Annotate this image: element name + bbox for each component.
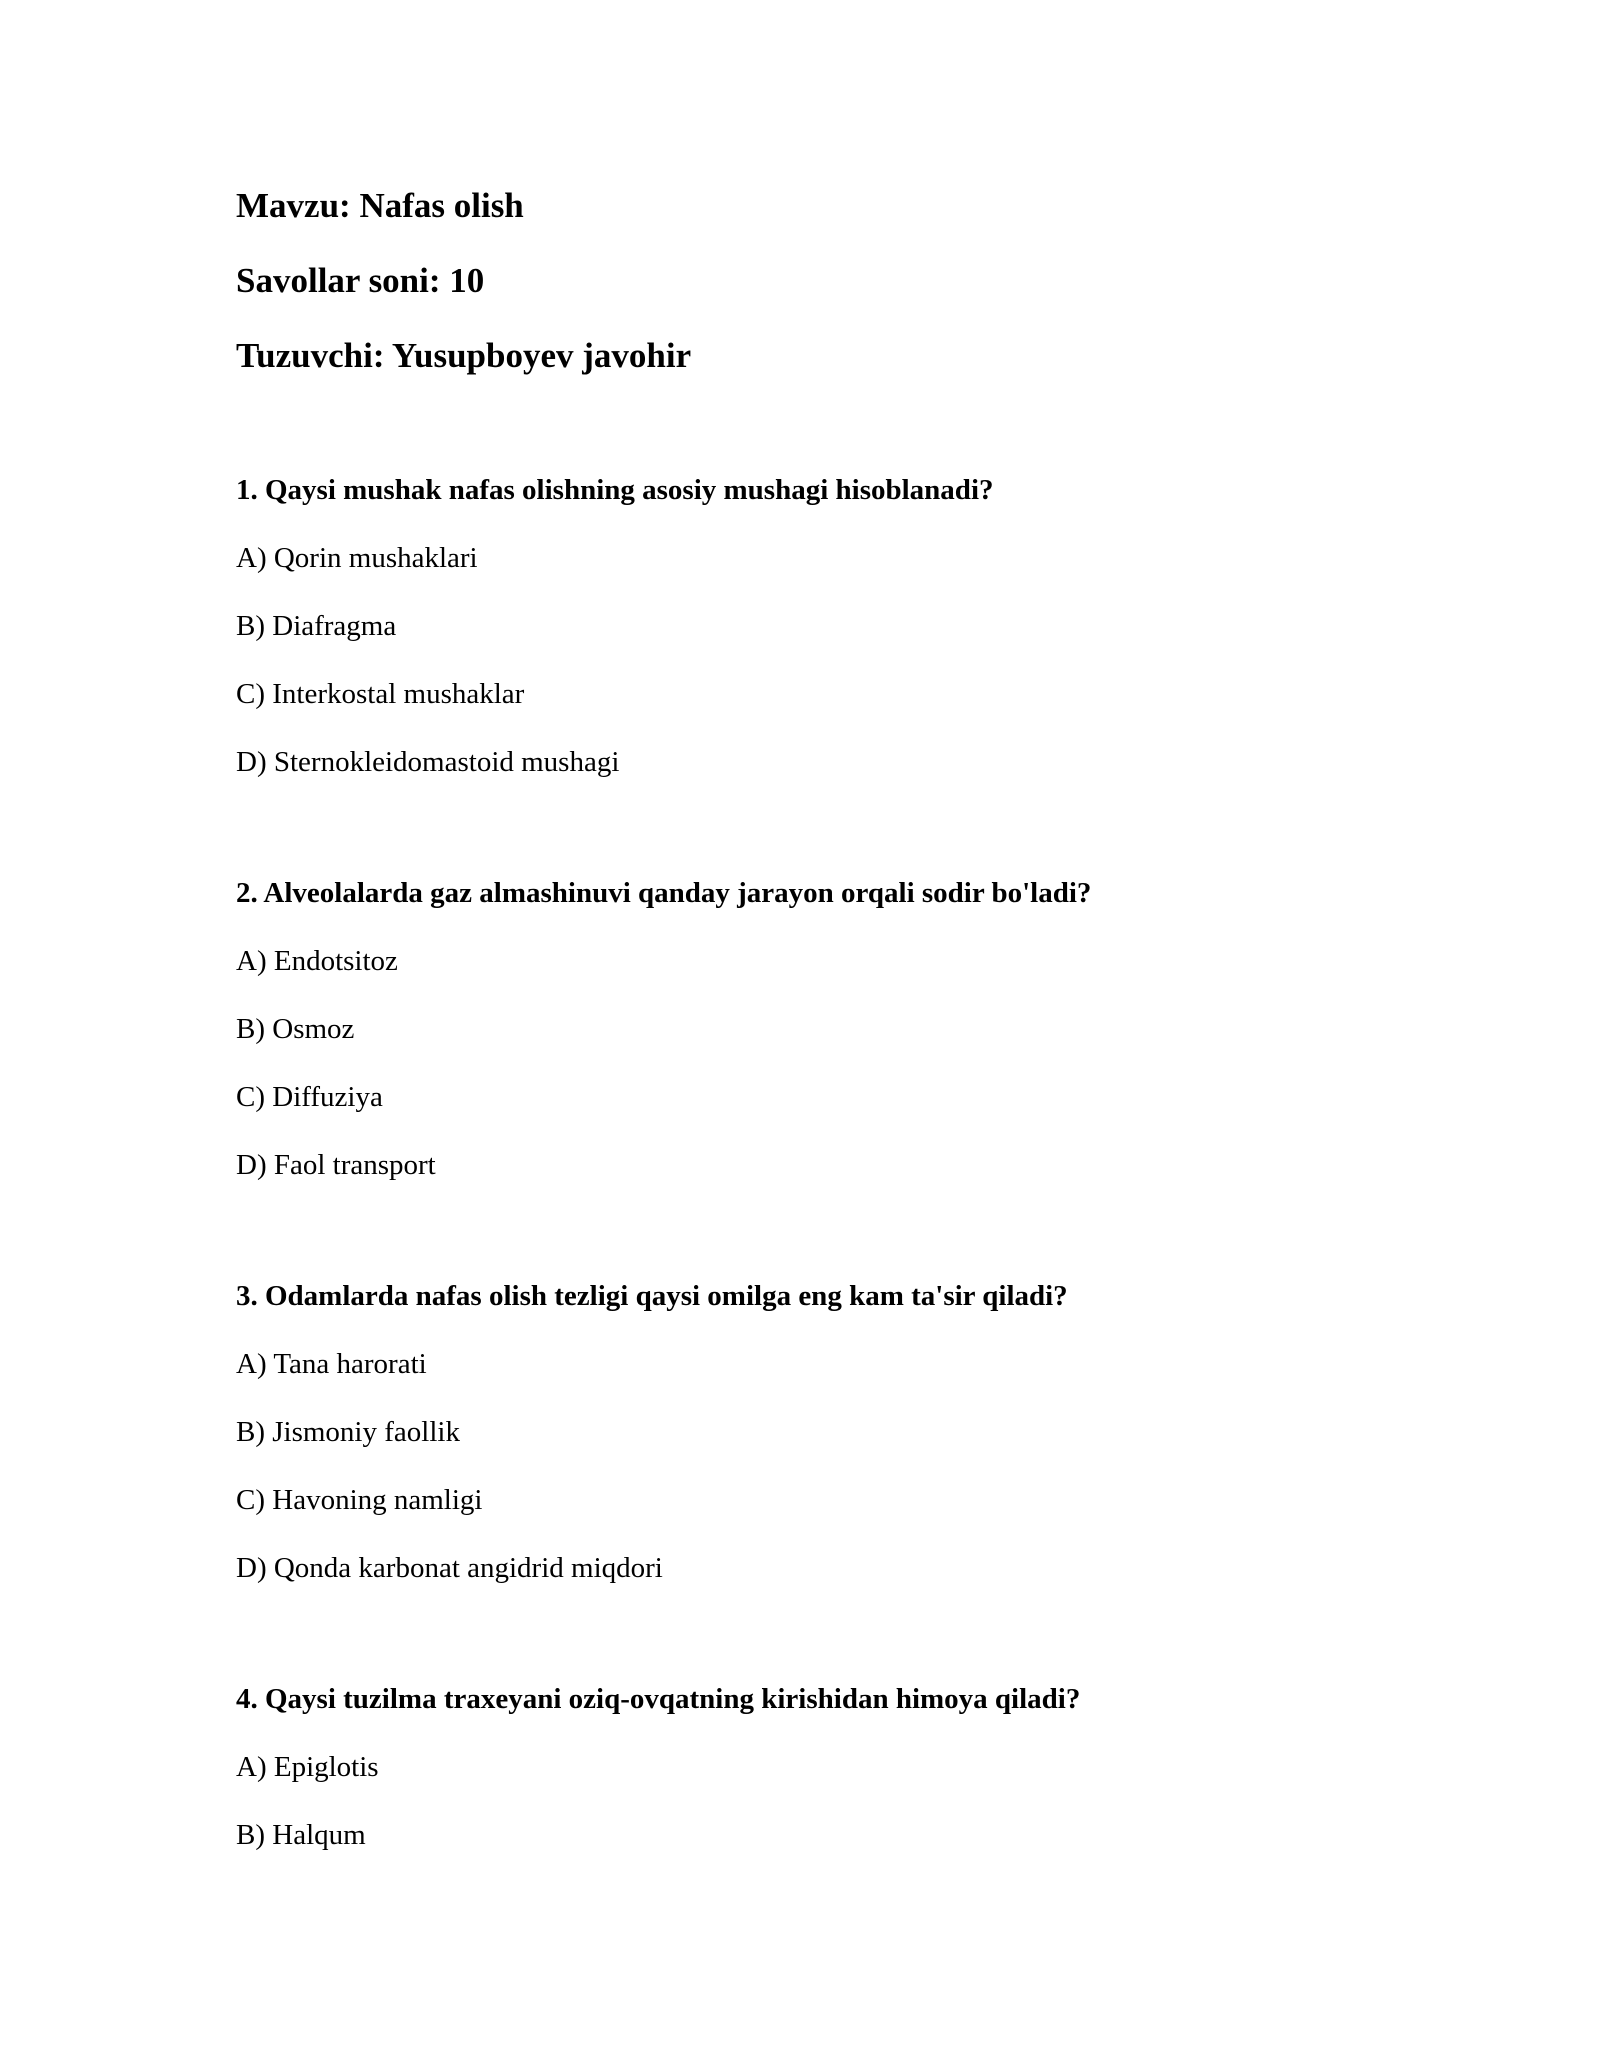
answer-option: A) Epiglotis [236,1751,379,1783]
question-block [236,473,1386,779]
question-count-heading: Savollar soni: 10 [236,261,485,300]
answer-option: A) Qorin mushaklari [236,542,478,574]
answer-option: A) Endotsitoz [236,945,398,977]
question-text: 4. Qaysi tuzilma traxeyani oziq-ovqatning kirishidan himoya qiladi? [236,1683,1081,1715]
answer-option: C) Interkostal mushaklar [236,678,525,710]
question-text: 2. Alveolalarda gaz almashinuvi qanday jarayon orqali sodir bo'ladi? [236,877,1092,909]
answer-option: D) Faol transport [236,1149,436,1181]
question-block [236,876,1386,1182]
answer-option: B) Halqum [236,1819,366,1851]
question-block [236,1279,1386,1585]
topic-heading: Mavzu: Nafas olish [236,186,524,225]
question-block [236,1682,1386,1852]
answer-option: C) Havoning namligi [236,1484,483,1516]
answer-option: D) Sternokleidomastoid mushagi [236,746,620,778]
answer-option: B) Jismoniy faollik [236,1416,460,1448]
answer-option: B) Osmoz [236,1013,355,1045]
answer-option: A) Tana harorati [236,1348,427,1380]
answer-option: C) Diffuziya [236,1081,383,1113]
answer-option: D) Qonda karbonat angidrid miqdori [236,1552,663,1584]
document-body [236,186,1386,1852]
author-heading: Tuzuvchi: Yusupboyev javohir [236,336,692,375]
question-text: 3. Odamlarda nafas olish tezligi qaysi omilga eng kam ta'sir qiladi? [236,1280,1068,1312]
question-text: 1. Qaysi mushak nafas olishning asosiy mushagi hisoblanadi? [236,474,994,506]
answer-option: B) Diafragma [236,610,397,642]
